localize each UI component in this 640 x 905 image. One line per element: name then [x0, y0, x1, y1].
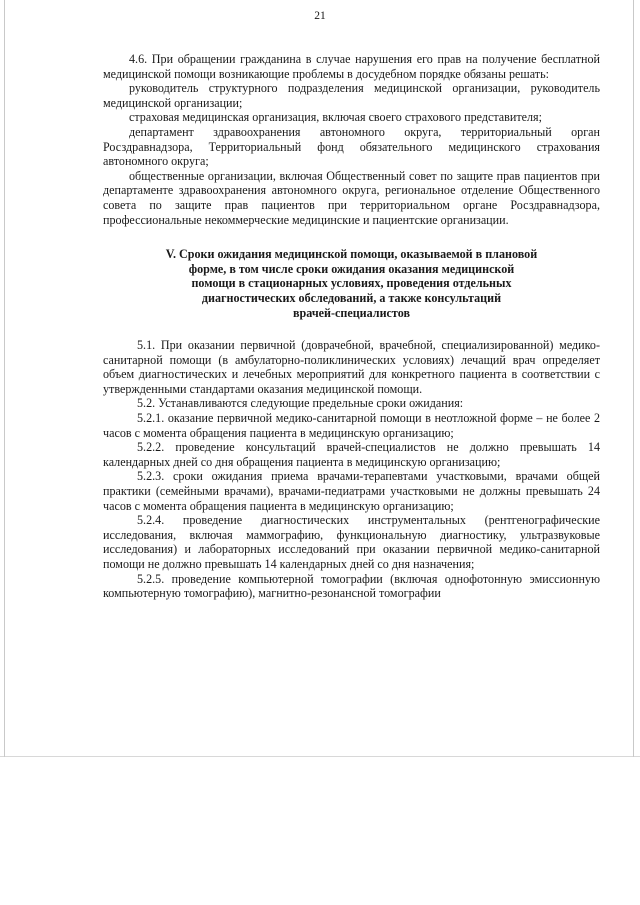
section-5-heading — [103, 247, 600, 320]
paragraph-5-1: 5.1. При оказании первичной (доврачебной, врачебной, специализированной) медико-санитарной помощи (в амбулаторно-поликлинических условиях) лечащий врач определяет объем диагностических и лечебных мероприятий для конкретного пациента в соответствии с утвержденными стандартами оказания медицинской помощи. — [103, 338, 600, 396]
heading-line: диагностических обследований, а также консультаций — [201, 290, 502, 305]
page-number: 21 — [314, 10, 326, 22]
heading-line: врачей-специалистов — [293, 305, 410, 320]
list-item-responsible-4: общественные организации, включая Общественный совет по защите прав пациентов при департаменте здравоохранения автономного округа, региональное отделение Общественного совета по защите прав пациентов при территориальном органе Росздравнадзора, профессиональные некоммерческие медицинские и пациентские организации. — [103, 168, 600, 227]
heading-line: V. Сроки ожидания медицинской помощи, оказываемой в плановой — [165, 247, 538, 262]
heading-line: форме, в том числе сроки ожидания оказания медицинской — [188, 261, 515, 276]
paragraph-5-2: 5.2. Устанавливаются следующие предельные сроки ожидания: — [137, 396, 464, 411]
document-body — [103, 52, 600, 601]
list-item-responsible-1: руководитель структурного подразделения медицинской организации, руководитель медицинской организации; — [103, 81, 600, 110]
paragraph-5-2-2: 5.2.2. проведение консультаций врачей-специалистов не должно превышать 14 календарных дней со дня обращения пациента в медицинскую организацию; — [103, 440, 600, 469]
paragraph-5-2-4: 5.2.4. проведение диагностических инструментальных (рентгенографические исследования, включая маммографию, функциональную диагностику, ультразвуковые исследования) и лабораторных исследований при оказании первичной медико-санитарной помощи не должно превышать 14 календарных дней со дня назначения; — [103, 513, 600, 571]
page-right-edge — [633, 0, 634, 757]
paragraph-5-2-1: 5.2.1. оказание первичной медико-санитарной помощи в неотложной форме – не более 2 часов с момента обращения пациента в медицинскую организацию; — [103, 411, 600, 440]
heading-line: помощи в стационарных условиях, проведения отдельных — [191, 276, 512, 291]
blank-area-below-page — [0, 757, 640, 905]
paragraph-5-2-3: 5.2.3. сроки ожидания приема врачами-терапевтами участковыми, врачами общей практики (семейными врачами), врачами-педиатрами участковыми не должны превышать 24 часов с момента обращения пациента в медицинскую организацию; — [103, 469, 600, 513]
list-item-responsible-2: страховая медицинская организация, включая своего страхового представителя; — [129, 110, 542, 125]
paragraph-4-6: 4.6. При обращении гражданина в случае нарушения его прав на получение бесплатной медицинской помощи возникающие проблемы в досудебном порядке обязаны решать: — [103, 52, 600, 81]
page-left-edge — [4, 0, 5, 757]
list-item-responsible-3: департамент здравоохранения автономного округа, территориальный орган Росздравнадзора, Территориальный фонд обязательного медицинского страхования автономного округа; — [103, 124, 600, 169]
paragraph-5-2-5: 5.2.5. проведение компьютерной томографии (включая однофотонную эмиссионную компьютерную томографию), магнитно-резонансной томографии — [103, 571, 600, 601]
